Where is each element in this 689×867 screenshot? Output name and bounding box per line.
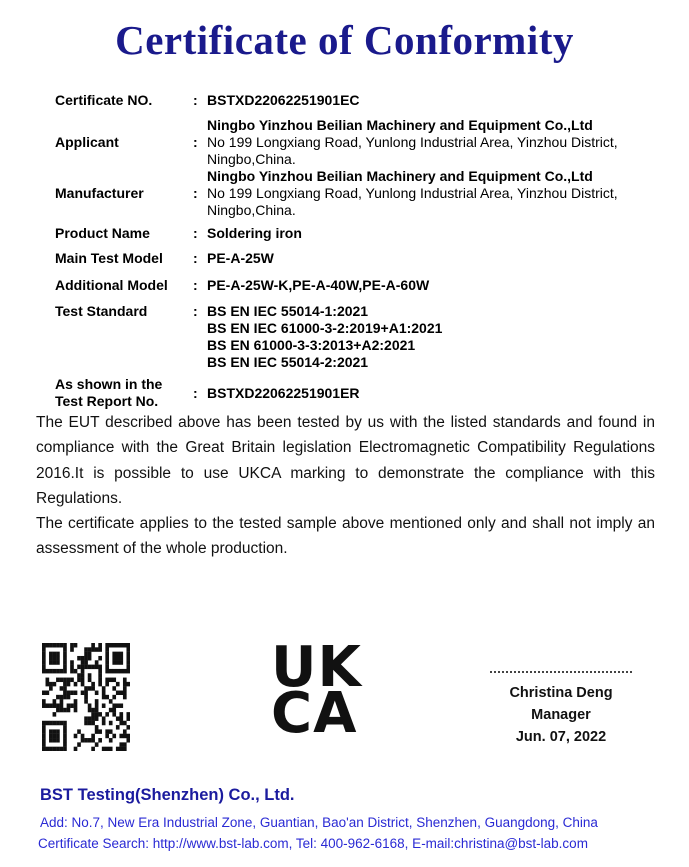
main-test-model-value: PE-A-25W bbox=[207, 250, 274, 266]
applicant-address-1: No 199 Longxiang Road, Yunlong Industrial Area, Yinzhou District, bbox=[207, 134, 618, 150]
compliance-statement bbox=[0, 410, 689, 562]
test-standard-line: BS EN IEC 55014-1:2021 bbox=[207, 303, 369, 319]
ukca-line-1: UK bbox=[271, 635, 362, 700]
ukca-line-2: CA bbox=[271, 681, 358, 746]
additional-model-label: Additional Model bbox=[55, 277, 168, 293]
colon: : bbox=[193, 134, 198, 150]
additional-model-value: PE-A-25W-K,PE-A-40W,PE-A-60W bbox=[207, 277, 430, 293]
test-report-no-label-line2: Test Report No. bbox=[55, 393, 159, 409]
applicant-company: Ningbo Yinzhou Beilian Machinery and Equipment Co.,Ltd bbox=[207, 117, 593, 133]
row-additional-model bbox=[55, 277, 659, 294]
applicant-value bbox=[207, 117, 659, 168]
main-test-model-label: Main Test Model bbox=[55, 250, 163, 266]
colon: : bbox=[193, 250, 198, 266]
row-test-report-no bbox=[55, 376, 659, 410]
row-applicant bbox=[55, 117, 659, 168]
colon: : bbox=[193, 92, 198, 108]
row-test-standard bbox=[55, 303, 659, 371]
footer-contact-line: Certificate Search: http://www.bst-lab.com, Tel: 400-962-6168, E-mail:christina@bst-lab.com bbox=[38, 836, 588, 851]
signature-name: Christina Deng bbox=[509, 685, 613, 701]
manufacturer-value bbox=[207, 168, 659, 219]
manufacturer-label: Manufacturer bbox=[55, 185, 144, 201]
certificate-title: Certificate of Conformity bbox=[115, 17, 574, 63]
row-main-test-model bbox=[55, 250, 659, 267]
footer-address: Add: No.7, New Era Industrial Zone, Guantian, Bao'an District, Shenzhen, Guangdong, China bbox=[40, 815, 598, 830]
colon: : bbox=[193, 277, 198, 293]
colon: : bbox=[193, 384, 198, 401]
applicant-address-2: Ningbo,China. bbox=[207, 151, 296, 167]
test-report-no-value: BSTXD22062251901ER bbox=[207, 384, 360, 401]
certificate-no-value: BSTXD22062251901EC bbox=[207, 92, 360, 108]
statement-paragraph-2: The certificate applies to the tested sample above mentioned only and shall not imply an assessment of the whole production. bbox=[36, 515, 655, 558]
certificate-no-label: Certificate NO. bbox=[55, 92, 153, 108]
test-standard-line: BS EN IEC 61000-3-2:2019+A1:2021 bbox=[207, 320, 443, 336]
test-report-no-label bbox=[55, 376, 193, 410]
certificate-info-table bbox=[0, 92, 689, 410]
test-standard-label: Test Standard bbox=[55, 303, 148, 319]
applicant-label: Applicant bbox=[55, 134, 119, 150]
test-report-no-label-line1: As shown in the bbox=[55, 376, 163, 392]
colon: : bbox=[193, 185, 198, 201]
row-certificate-no bbox=[55, 92, 659, 109]
row-product-name bbox=[55, 225, 659, 242]
ukca-mark bbox=[271, 635, 362, 746]
manufacturer-address-1: No 199 Longxiang Road, Yunlong Industrial Area, Yinzhou District, bbox=[207, 185, 618, 201]
product-name-label: Product Name bbox=[55, 225, 150, 241]
footer-company-name: BST Testing(Shenzhen) Co., Ltd. bbox=[40, 786, 295, 804]
signature-role: Manager bbox=[531, 707, 591, 723]
test-standard-line: BS EN 61000-3-3:2013+A2:2021 bbox=[207, 337, 416, 353]
signature-date: Jun. 07, 2022 bbox=[515, 729, 607, 745]
colon: : bbox=[193, 225, 198, 241]
statement-paragraph-1: The EUT described above has been tested by us with the listed standards and found in compliance with the Great Britain legislation Electromagnetic Compatibility Regulations 2016.It is possible to use UKCA marking to demonstrate the compliance with this Regulations. bbox=[36, 414, 655, 507]
qr-code bbox=[42, 643, 130, 751]
manufacturer-address-2: Ningbo,China. bbox=[207, 202, 296, 218]
row-manufacturer bbox=[55, 168, 659, 219]
colon: : bbox=[193, 303, 198, 319]
manufacturer-company: Ningbo Yinzhou Beilian Machinery and Equipment Co.,Ltd bbox=[207, 168, 593, 184]
test-standard-value bbox=[207, 303, 659, 371]
test-standard-line: BS EN IEC 55014-2:2021 bbox=[207, 354, 369, 370]
signature-dotted-line bbox=[490, 671, 632, 673]
signature-block bbox=[490, 671, 632, 748]
product-name-value: Soldering iron bbox=[207, 225, 302, 241]
